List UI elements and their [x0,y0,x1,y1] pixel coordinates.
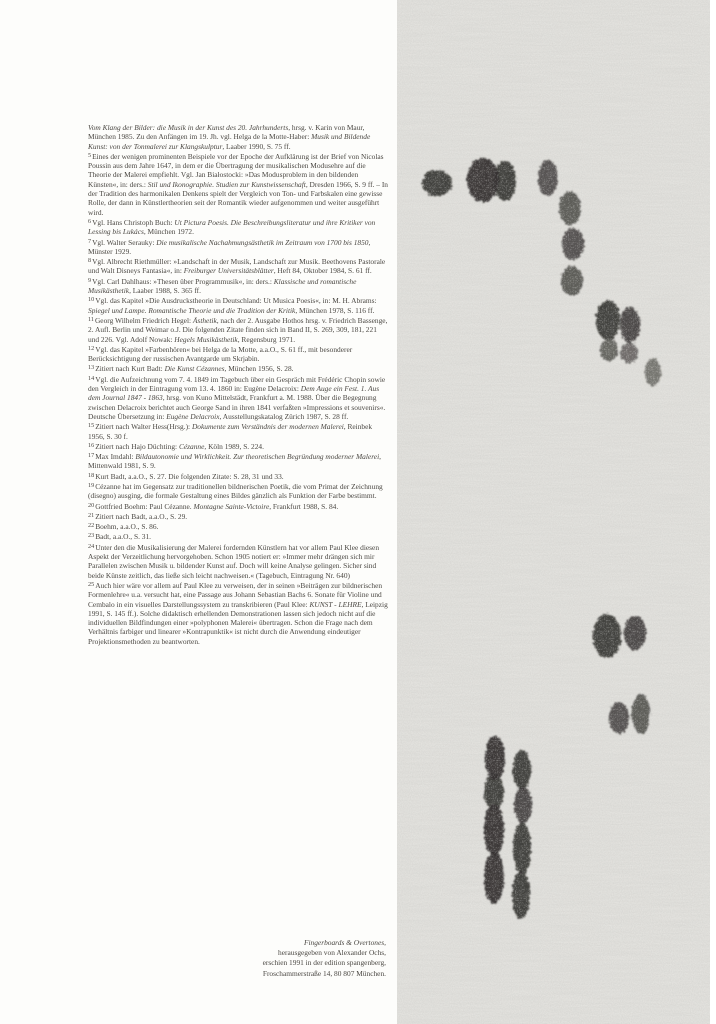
footnote [88,421,388,441]
footnote-text: Vgl. Walter Serauky: Die musikalische Nachahmungsästhetik im Zeitraum von 1700 bis 1850, Münster 1929. [88,237,371,256]
colophon-editor: herausgegeben von Alexander Ochs, [278,948,386,958]
colophon-title: Fingerboards & Overtones, [303,938,386,947]
colophon [210,938,386,979]
footnote-text: Auch hier wäre vor allem auf Paul Klee zu verweisen, der in seinen »Beiträgen zur bildnerischen Formenlehre« u.a. versucht hat, eine Passage aus Johann Sebastian Bachs 6. Sonate für Violine und Cembalo in ein visuelles Darstellungssystem zu transkribieren (Paul Klee: KUNST - LEHRE, Leipzig 1991, S. 145 ff.). Solche didaktisch erhellenden Demonstrationen lassen sich jedoch nicht auf die individuellen Bildfindungen einer »polyphonen Malerei« übertragen. Schon die Frage nach dem Verhältnis farbiger und linearer »Kontrapunktik« ist nicht durch die Anwendung eindeutiger Projektionsmethoden zu beantworten. [88,580,388,646]
footnote-number: 15 [88,422,95,430]
footnote-text: Unter den die Musikalisierung der Malerei fordernden Künstlern hat vor allem Paul Klee diesen Aspekt der Verzeitlichung hervorgehoben. Schon 1905 notiert er: »Immer mehr drängen sich mir Parallelen zwischen Musik u. bildender Kunst auf. Doch will keine Analyse gelingen. Sicher sind beide Künste zeitlich, das ließe sich leicht nachweisen.« (Tagebuch, Eintragung Nr. 640) [88,542,380,580]
footnote-number: 19 [88,481,95,489]
footnote-number: 21 [88,511,95,519]
page-edge [710,0,716,1024]
footnote [88,276,388,296]
footnote-number: 5 [88,151,92,159]
fingerprint-artwork [397,0,716,1024]
footnote [88,441,388,451]
footnote-number: 22 [88,522,95,530]
footnote-text: Vgl. Albrecht Riethmüller: »Landschaft in der Musik, Landschaft zur Musik. Beethovens Pastorale und Walt Disneys Fantasia«, in: Freiburger Universitätsblätter, Heft 84, Oktober 1984, S. 61 ff. [88,257,386,276]
footnote [88,511,388,521]
footnote-number: 17 [88,452,95,460]
footnote-number: 8 [88,257,92,265]
footnote-number: 6 [88,217,92,225]
fingerprint-ridges [397,0,716,1024]
footnote [88,580,388,646]
footnote-text: Badt, a.a.O., S. 31. [95,532,152,542]
footnote [88,531,388,541]
footnote-number: 13 [88,364,95,372]
footnote-number: 24 [88,542,95,550]
footnote-text: Vom Klang der Bilder: die Musik in der Kunst des 20. Jahrhunderts, hrsg. v. Karin von Maur, München 1985. Zu den Anfängen im 19. Jh. vgl. Helga de la Motte-Haber: Musik und Bildende Kunst: von der Tonmalerei zur Klangskulptur, Laaber 1990, S. 75 ff. [88,123,371,151]
footnote-text: Zitiert nach Hajo Düchting: Cézanne, Köln 1989, S. 224. [95,441,264,451]
footnote [88,363,388,373]
footnote [88,451,388,471]
footnote-text: Zitiert nach Badt, a.a.O., S. 29. [95,511,188,521]
colophon-publisher: erschien 1991 in der edition spangenberg, [262,958,386,968]
footnote [88,481,388,501]
colophon-address: Froschammerstraße 14, 80 807 München. [262,968,386,978]
footnote [88,256,388,276]
footnote [88,374,388,421]
footnote-number: 7 [88,237,92,245]
footnote-number: 20 [88,501,95,509]
footnote-text: Georg Wilhelm Friedrich Hegel: Ästhetik, nach der 2. Ausgabe Hothos hrsg. v. Friedrich Bassenge, 2. Aufl. Berlin und Weimar o.J. Die folgenden Zitate finden sich in Band II, S. 269, 309, 181, 221 und 226. Vgl. Adolf Nowak: Hegels Musikästhetik, Regensburg 1971. [88,315,388,344]
footnote-text: Kurt Badt, a.a.O., S. 27. Die folgenden Zitate: S. 28, 31 und 33. [95,471,284,481]
footnote-number: 18 [88,471,95,479]
footnote-text: Vgl. Hans Christoph Buch: Ut Pictura Poesis. Die Beschreibungsliteratur und ihre Kritiker von Lessing bis Lukács, München 1972. [88,217,376,237]
footnote-number: 11 [88,315,94,323]
footnote [88,521,388,531]
footnote-text: Vgl. das Kapitel »Die Ausdruckstheorie in Deutschland: Ut Musica Poesis«, in: M. H. Abrams: Spiegel und Lampe. Romantische Theorie und die Tradition der Kritik, München 1978, S. 116 ff. [88,296,377,315]
footnote [88,237,388,257]
footnote [88,471,388,481]
footnote-text: Vgl. die Aufzeichnung vom 7. 4. 1849 im Tagebuch über ein Gespräch mit Frédéric Chopin sowie den Vergleich in der Eintragung vom 13. 4. 1860 in: Eugène Delacroix: Dem Auge ein Fest. 1. Aus dem Journal 1847 - 1863, hrsg. von Kuno Mittelstädt, Frankfurt a. M. 1988. Über die Begegnung zwischen Delacroix berichtet auch George Sand in ihren 1841 verfaßten »Impressions et souvenirs«. Deutsche Übersetzung in: Eugène Delacroix, Ausstellungskatalog Zürich 1987, S. 28 ff. [88,374,386,421]
footnote-text: Vgl. Carl Dahlhaus: »Thesen über Programmusik«, in: ders.: Klassische und romantische Musikästhetik, Laaber 1988, S. 365 ff. [88,276,357,296]
footnote-text: Boehm, a.a.O., S. 86. [95,522,159,532]
footnote [88,501,388,511]
footnote-text: Vgl. das Kapitel »Farbenhören« bei Helga de la Motte, a.a.O., S. 61 ff., mit besonderer Berücksichtigung der russischen Avantgarde um Skrjabin. [88,344,353,364]
footnote-number: 14 [88,374,95,382]
footnote-text: Eines der wenigen prominenten Beispiele vor der Epoche der Aufklärung ist der Brief von Nicolas Poussin aus dem Jahre 1647, in dem er die Übertragung der musikalischen Modusehre auf die Theorie der Malerei empfiehlt. Vgl. Jan Białostocki: »Das Modusproblem in den bildenden Künsten«, in: ders.: Stil und Ikonographie. Studien zur Kunstwissenschaft, Dresden 1966, S. 9 ff. – In der Tradition des harmonikalen Denkens spielt der Vergleich von Ton- und Farbskalen eine gewisse Rolle, der dann in Künstlertheorien seit der Romantik wieder aufgenommen und weiter ausgeführt wird. [88,151,389,217]
footnote-text: Zitiert nach Kurt Badt: Die Kunst Cézannes, München 1956, S. 28. [95,364,294,374]
footnote-number: 12 [88,344,95,352]
footnote-text: Max Imdahl: Bildautonomie und Wirklichkeit. Zur theoretischen Begründung moderner Malerei, Mittenwald 1981, S. 9. [88,452,381,471]
footnotes-column [88,123,388,646]
footnote-number: 9 [88,276,92,284]
footnote-number: 16 [88,441,95,449]
footnote-text: Gottfried Boehm: Paul Cézanne. Montagne Sainte-Victoire, Frankfurt 1988, S. 84. [95,501,339,511]
footnote [88,295,388,315]
footnote [88,151,388,217]
footnote [88,123,388,151]
footnote-number: 23 [88,532,95,540]
footnote [88,217,388,237]
footnote [88,315,388,344]
footnote-number: 25 [88,580,95,588]
footnote-text: Zitiert nach Walter Hess(Hrsg.): Dokumente zum Verständnis der modernen Malerei, Reinbek 1956, S. 30 f. [88,422,373,441]
footnote-number: 10 [88,296,95,304]
footnote [88,542,388,580]
footnote [88,344,388,364]
footnote-text: Cézanne hat im Gegensatz zur traditionellen bildnerischen Poetik, die vom Primat der Zeichnung (disegno) ausging, die formale Gestaltung eines Bildes gänzlich als Funktion der Farbe bestimmt. [88,481,383,501]
